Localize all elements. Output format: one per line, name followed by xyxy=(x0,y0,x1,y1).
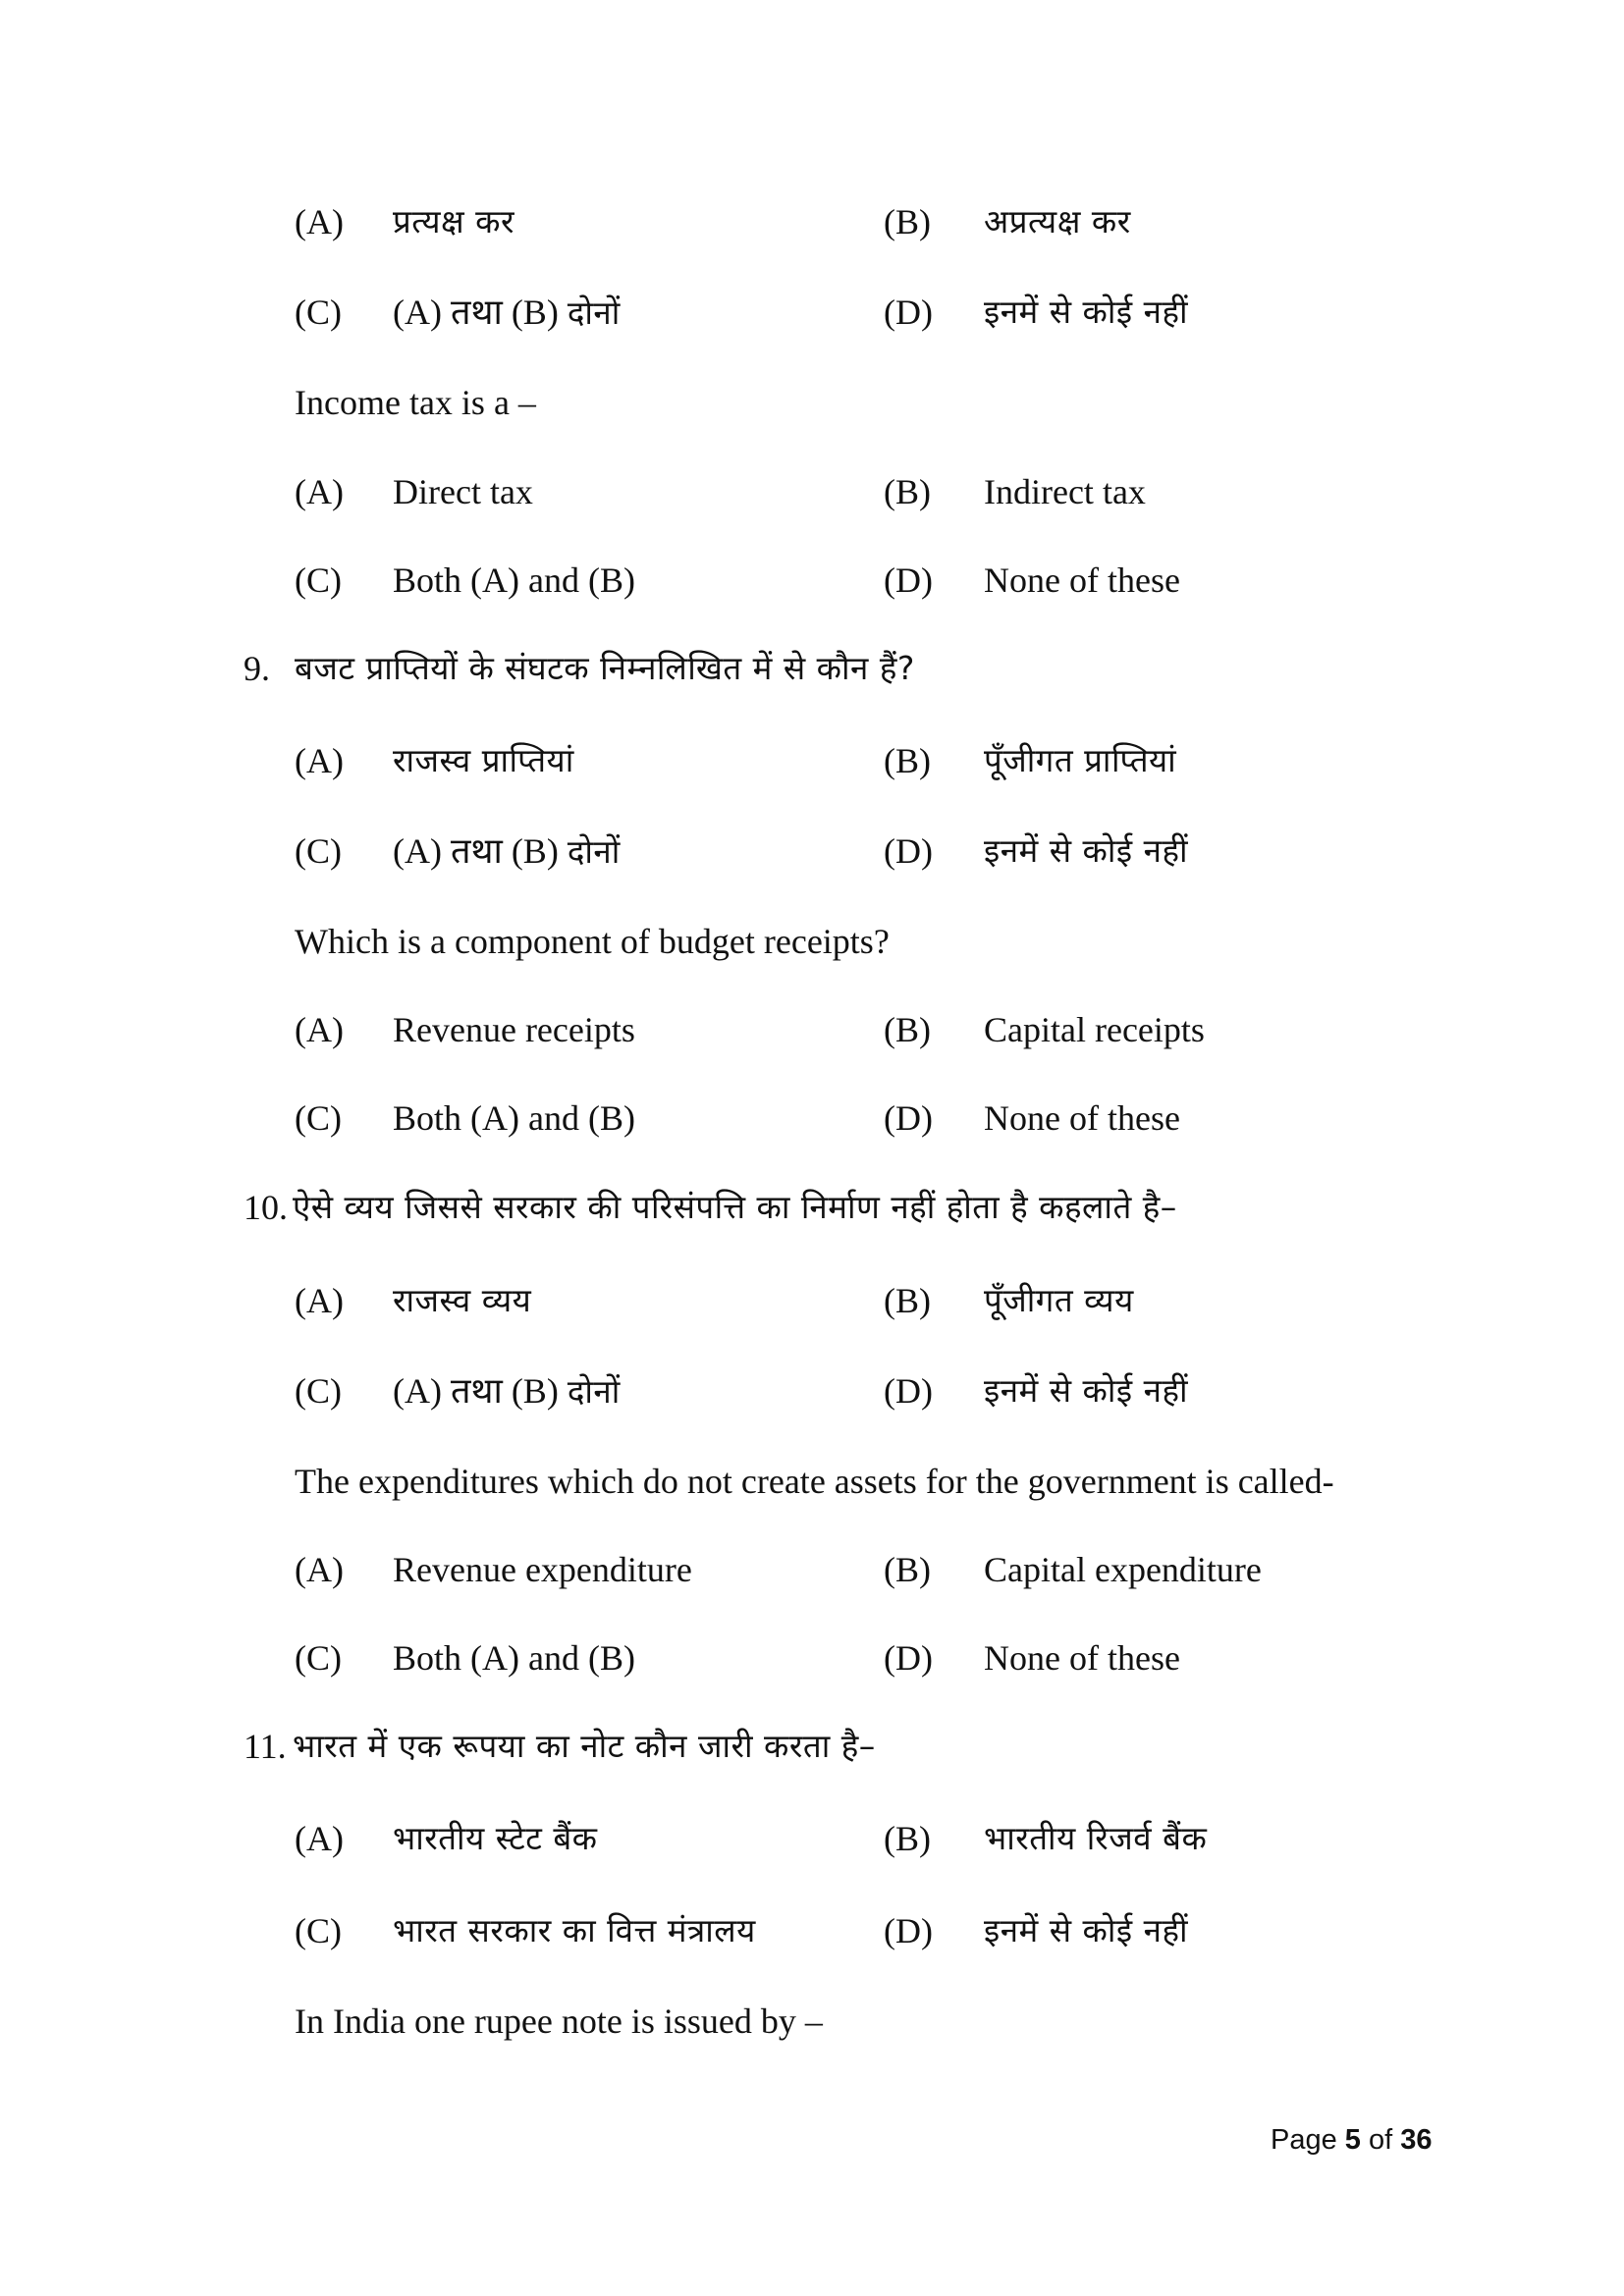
q8-hi-option-c-text xyxy=(393,290,621,336)
q8-en-option-a-letter: (A) xyxy=(295,472,344,511)
q10-en-option-d-text: None of these xyxy=(984,1638,1180,1678)
q10-hi-option-d-text: इनमें से कोई नहीं xyxy=(984,1371,1189,1410)
q11-number: 11. xyxy=(244,1727,287,1766)
q8-en-question: Income tax is a – xyxy=(295,383,536,422)
q10-hi-option-c-prefix: (A) तथा (B) xyxy=(393,1371,568,1411)
q9-en-option-d-letter: (D) xyxy=(884,1098,933,1138)
q11-hi-option-d-letter: (D) xyxy=(884,1911,933,1950)
q8-en-option-a-text: Direct tax xyxy=(393,472,533,511)
q10-hi-question: ऐसे व्यय जिससे सरकार की परिसंपत्ति का निर्माण नहीं होता है कहलाते है– xyxy=(293,1188,1177,1226)
q10-en-option-c-letter: (C) xyxy=(295,1638,342,1678)
q10-en-option-b-letter: (B) xyxy=(884,1550,931,1589)
q11-hi-option-b-text: भारतीय रिजर्व बैंक xyxy=(984,1819,1208,1857)
q9-hi-option-d-letter: (D) xyxy=(884,831,933,871)
q9-en-option-c-text: Both (A) and (B) xyxy=(393,1098,635,1138)
q10-en-option-b-text: Capital expenditure xyxy=(984,1550,1262,1589)
q10-hi-option-c-letter: (C) xyxy=(295,1371,342,1411)
q9-en-option-b-letter: (B) xyxy=(884,1010,931,1049)
q9-en-option-d-text: None of these xyxy=(984,1098,1180,1138)
q9-hi-option-c-prefix: (A) तथा (B) xyxy=(393,831,568,871)
q8-hi-option-b-letter: (B) xyxy=(884,202,931,241)
q10-en-question: The expenditures which do not create assets for the government is called- xyxy=(295,1462,1334,1501)
q10-hi-option-d-letter: (D) xyxy=(884,1371,933,1411)
q9-en-option-a-text: Revenue receipts xyxy=(393,1010,635,1049)
q8-en-option-b-letter: (B) xyxy=(884,472,931,511)
q11-hi-question: भारत में एक रूपया का नोट कौन जारी करता है– xyxy=(293,1727,876,1765)
q11-hi-option-c-letter: (C) xyxy=(295,1911,342,1950)
q8-hi-option-b-text: अप्रत्यक्ष कर xyxy=(984,202,1131,240)
footer-page-current: 5 xyxy=(1344,2124,1361,2156)
q10-hi-option-c-suffix: दोनों xyxy=(567,1372,621,1411)
q8-en-option-c-text: Both (A) and (B) xyxy=(393,561,635,600)
q9-hi-option-b-letter: (B) xyxy=(884,741,931,780)
q11-hi-option-b-letter: (B) xyxy=(884,1819,931,1858)
q10-hi-option-b-letter: (B) xyxy=(884,1281,931,1320)
q8-en-option-c-letter: (C) xyxy=(295,561,342,600)
q8-en-option-b-text: Indirect tax xyxy=(984,472,1146,511)
footer-page-total: 36 xyxy=(1400,2124,1433,2156)
q8-hi-option-d-text: इनमें से कोई नहीं xyxy=(984,293,1189,331)
page-footer xyxy=(1271,2122,1433,2158)
q9-en-question: Which is a component of budget receipts? xyxy=(295,922,890,961)
q9-hi-option-c-letter: (C) xyxy=(295,831,342,871)
q10-en-option-a-text: Revenue expenditure xyxy=(393,1550,692,1589)
q9-hi-option-c-suffix: दोनों xyxy=(567,832,621,871)
q11-hi-option-a-text: भारतीय स्टेट बैंक xyxy=(393,1819,598,1857)
q8-hi-option-a-letter: (A) xyxy=(295,202,344,241)
q8-en-option-d-letter: (D) xyxy=(884,561,933,600)
q9-number: 9. xyxy=(244,649,270,688)
q10-hi-option-c-text xyxy=(393,1368,621,1415)
q9-hi-option-a-text: राजस्व प्राप्तियां xyxy=(393,741,574,779)
q11-hi-option-c-text: भारत सरकार का वित्त मंत्रालय xyxy=(393,1911,756,1949)
q9-hi-option-c-text xyxy=(393,828,621,875)
q9-en-option-c-letter: (C) xyxy=(295,1098,342,1138)
q8-hi-option-c-letter: (C) xyxy=(295,293,342,332)
q8-hi-option-c-suffix: दोनों xyxy=(567,294,621,332)
q11-en-question: In India one rupee note is issued by – xyxy=(295,2002,823,2041)
footer-of-label: of xyxy=(1369,2124,1393,2156)
q9-en-option-b-text: Capital receipts xyxy=(984,1010,1205,1049)
q9-en-option-a-letter: (A) xyxy=(295,1010,344,1049)
q9-hi-question: बजट प्राप्तियों के संघटक निम्नलिखित में से कौन हैं? xyxy=(295,649,915,687)
q8-hi-option-d-letter: (D) xyxy=(884,293,933,332)
q11-hi-option-a-letter: (A) xyxy=(295,1819,344,1858)
q10-hi-option-a-letter: (A) xyxy=(295,1281,344,1320)
q10-hi-option-b-text: पूँजीगत व्यय xyxy=(984,1281,1134,1319)
q10-en-option-c-text: Both (A) and (B) xyxy=(393,1638,635,1678)
q10-hi-option-a-text: राजस्व व्यय xyxy=(393,1281,532,1319)
q10-en-option-d-letter: (D) xyxy=(884,1638,933,1678)
q10-en-option-a-letter: (A) xyxy=(295,1550,344,1589)
q9-hi-option-b-text: पूँजीगत प्राप्तियां xyxy=(984,741,1177,779)
q8-hi-option-c-prefix: (A) तथा (B) xyxy=(393,293,568,332)
q8-hi-option-a-text: प्रत्यक्ष कर xyxy=(393,202,514,240)
q9-hi-option-d-text: इनमें से कोई नहीं xyxy=(984,831,1189,870)
q10-number: 10. xyxy=(244,1188,288,1227)
q11-hi-option-d-text: इनमें से कोई नहीं xyxy=(984,1911,1189,1949)
q8-en-option-d-text: None of these xyxy=(984,561,1180,600)
q9-hi-option-a-letter: (A) xyxy=(295,741,344,780)
footer-page-label: Page xyxy=(1271,2124,1337,2156)
